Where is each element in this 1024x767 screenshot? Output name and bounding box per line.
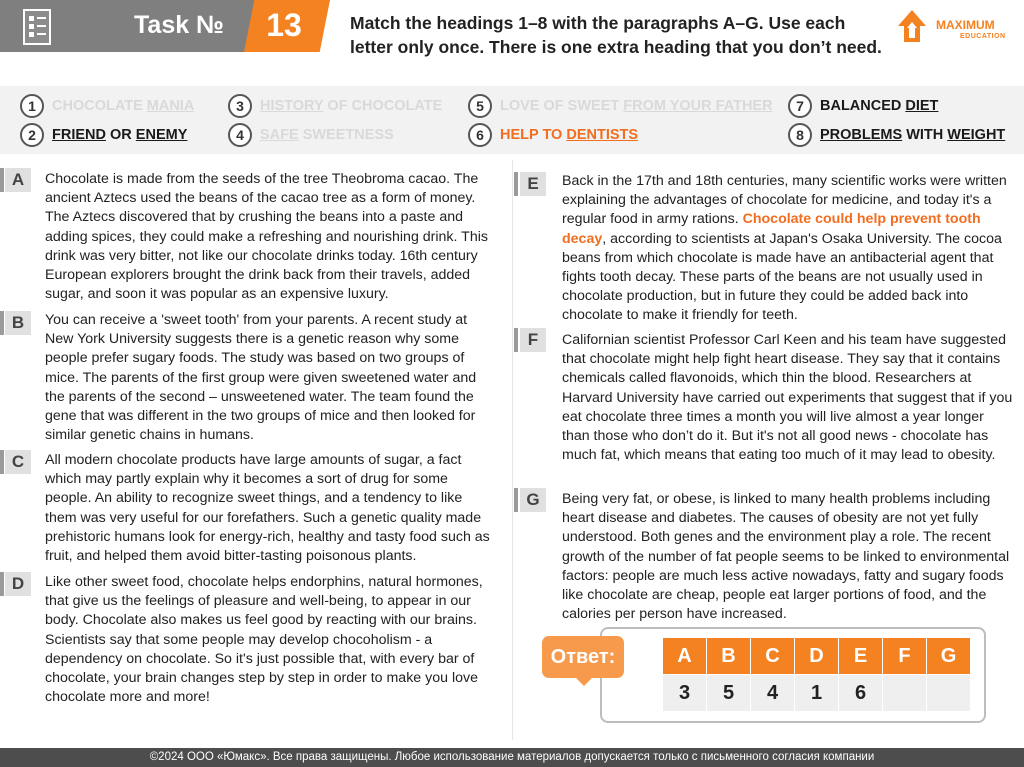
answer-letter-g: G [927, 638, 971, 675]
paragraph-e-text-rest: , according to scientists at Japan's Osaka University. The cocoa beans from which chocolate is made have an antibacterial agent that fights tooth decay. These parts of the beans are not usually used in chocolate production, but in future they could be added back into chocolate to make it friendly for teeth. [562, 230, 1002, 324]
heading-text: HELP TO DENTISTS [500, 127, 639, 143]
answer-letter-c: C [751, 638, 795, 675]
answer-letter-e: E [839, 638, 883, 675]
answer-cell-b[interactable]: 5 [707, 675, 751, 712]
answer-cell-d[interactable]: 1 [795, 675, 839, 712]
answer-letter-b: B [707, 638, 751, 675]
heading-3 [228, 94, 442, 118]
heading-text: CHOCOLATE MANIA [52, 98, 195, 114]
marker-bar [514, 488, 518, 512]
paragraph-c: All modern chocolate products have large amounts of sugar, a fact which may partly explain why it becomes a sort of drug for some people. An ability to recognize sweet things, and a tendency to like them was very useful for our forefathers. Such a genetic quality made prehistoric humans look for energy-rich, healthy and tasty food such as fruit, and helped them avoid bitter-tasting poisonous plants. [45, 452, 490, 565]
answer-cell-a[interactable]: 3 [663, 675, 707, 712]
answer-table [662, 637, 971, 712]
answer-values-row [663, 675, 971, 712]
paragraph-letter-e: E [520, 172, 546, 196]
answer-letter-f: F [883, 638, 927, 675]
marker-bar [514, 172, 518, 196]
heading-number: 3 [228, 94, 252, 118]
heading-4 [228, 123, 394, 147]
paragraph-f: Californian scientist Professor Carl Keen and his team have suggested that chocolate might help fight heart disease. They say that it contains chemicals called flavonoids, which thin the blood. Researchers at Harvard University have carried out experiments that suggest that if you eat chocolate three times a month you will live almost a year longer than those who don’t do it. But it's not all good news - chocolate has much fat, which means that eating too much of it may lead to obesity. [562, 332, 1013, 464]
paragraph-e-text: Back in the 17th and 18th centuries, many scientific works were written explaining the advantages of chocolate for medicine, and today it's a regular food in army rations. [562, 173, 1007, 228]
answer-label-tail [574, 676, 594, 686]
paragraph-letter-b: B [5, 311, 31, 335]
paragraph-b: You can receive a 'sweet tooth' from your parents. A recent study at New York University suggests there is a genetic reason why some people prefer sugary foods. The study was based on two groups of mice. The parents of the first group were given sweetened water and the parents of the second – unsweetened water. The team found the gene that was different in the two groups of mice and then looked for similar genetic chains in humans. [45, 312, 477, 444]
heading-number: 7 [788, 94, 812, 118]
copyright-footer: ©2024 ООО «Юмакс». Все права защищены. Любое использование материалов допускается только с письменного согласия компании [0, 748, 1024, 767]
paragraph-g: Being very fat, or obese, is linked to many health problems including heart disease and diabetes. The causes of obesity are not yet fully understood. Both genes and the environment play a role. The recent growth of the number of fat people seems to be linked to environmental factors: people are much less active nowadays, fatty and sugary foods like chocolate are cheap, people eat larger portions of food, and the calories per person have increased. [562, 491, 1010, 623]
answer-cell-g[interactable] [927, 675, 971, 712]
logo-subtext: EDUCATION [960, 33, 1006, 40]
paragraph-letter-f: F [520, 328, 546, 352]
heading-text: HISTORY OF CHOCOLATE [260, 98, 443, 114]
heading-7 [788, 94, 938, 118]
answer-label: Ответ: [542, 636, 624, 678]
heading-number: 8 [788, 123, 812, 147]
marker-bar [0, 572, 4, 596]
marker-bar [0, 168, 4, 192]
task-label: Task № [134, 11, 224, 39]
answer-cell-e[interactable]: 6 [839, 675, 883, 712]
heading-number: 5 [468, 94, 492, 118]
instruction-line-1: Match the headings 1–8 with the paragraphs A–G. Use each [350, 13, 846, 33]
heading-text: PROBLEMS WITH WEIGHT [820, 127, 1006, 143]
answer-letters-row [663, 638, 971, 675]
heading-number: 6 [468, 123, 492, 147]
header [0, 0, 1024, 64]
paragraph-letter-d: D [5, 572, 31, 596]
marker-bar [514, 328, 518, 352]
heading-5 [468, 94, 773, 118]
answer-cell-c[interactable]: 4 [751, 675, 795, 712]
logo-wordmark: MAXIMUM [936, 18, 995, 32]
paragraph-a: Chocolate is made from the seeds of the tree Theobroma cacao. The ancient Aztecs used the beans of the cacao tree as a form of money. The Aztecs discovered that by crushing the beans into a paste and adding spices, they could make a refreshing and nourishing drink. This drink was very bitter, not like our chocolate drinks today. 16th century European explorers brought the drink back from their travels, added sugar, and soon it was popular as an expensive luxury. [45, 171, 488, 303]
paragraph-d: Like other sweet food, chocolate helps endorphins, natural hormones, that give us the feelings of pleasure and well-being, to appear in our body. Chocolate also makes us feel good by reacting with our brains. Scientists say that some people may develop chocoholism - a dependency on chocolate. So it's just possible that, with every bar of chocolate, your brain changes step by step in order to make you love chocolate more and more! [45, 574, 483, 706]
headings-panel [0, 86, 1024, 154]
paragraph-letter-g: G [520, 488, 546, 512]
column-divider [512, 160, 513, 740]
heading-1 [20, 94, 194, 118]
answer-cell-f[interactable] [883, 675, 927, 712]
heading-text: FRIEND OR ENEMY [52, 127, 188, 143]
instruction-line-2: letter only once. There is one extra heading that you don’t need. [350, 37, 882, 57]
heading-number: 1 [20, 94, 44, 118]
marker-bar [0, 450, 4, 474]
heading-number: 2 [20, 123, 44, 147]
paragraph-e-highlight: Chocolate could help prevent tooth decay [562, 211, 981, 247]
task-instruction [350, 11, 890, 59]
heading-text: BALANCED DIET [820, 98, 939, 114]
heading-number: 4 [228, 123, 252, 147]
heading-text: SAFE SWEETNESS [260, 127, 394, 143]
answer-letter-d: D [795, 638, 839, 675]
heading-6 [468, 123, 638, 147]
paragraph-letter-c: C [5, 450, 31, 474]
task-number: 13 [266, 7, 302, 43]
heading-8 [788, 123, 1005, 147]
paragraph-letter-a: A [5, 168, 31, 192]
answer-letter-a: A [663, 638, 707, 675]
heading-2 [20, 123, 187, 147]
document-icon [10, 4, 64, 48]
paragraph-e [562, 172, 1014, 326]
heading-text: LOVE OF SWEET FROM YOUR FATHER [500, 98, 773, 114]
marker-bar [0, 311, 4, 335]
